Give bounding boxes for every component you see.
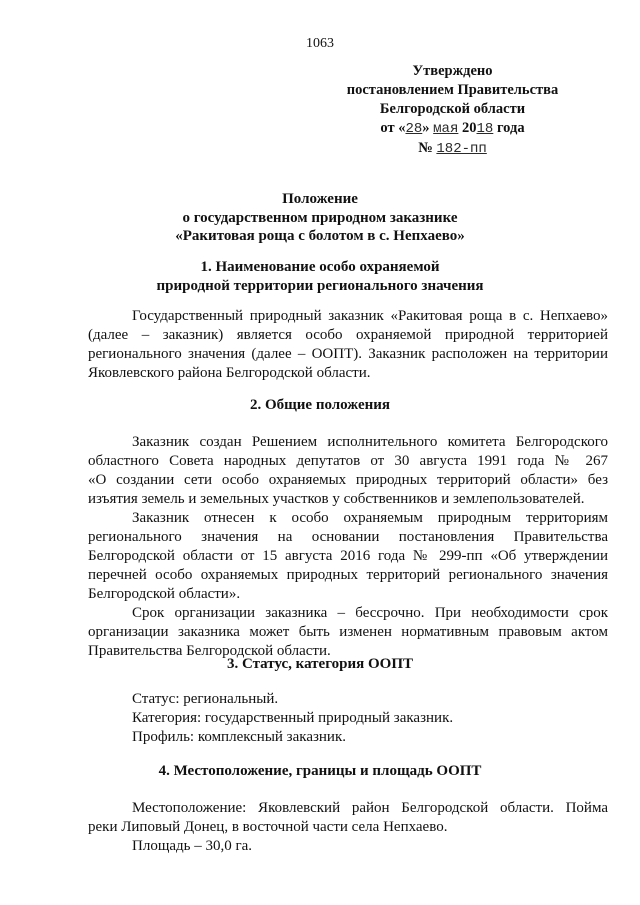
- paragraph-line: Правительства Белгородской области.: [88, 643, 331, 659]
- section-2-paragraph-2: [88, 509, 608, 604]
- paragraph-line: регионального значения (далее – ООПТ). Заказник расположен на территории: [88, 346, 608, 362]
- list-item: Статус: региональный.: [132, 691, 279, 707]
- approval-date: [330, 119, 575, 139]
- paragraph-line: Заказник отнесен к особо охраняемым природным территориям: [132, 510, 608, 526]
- page-number: 1063: [306, 36, 334, 51]
- date-suffix: года: [496, 120, 525, 136]
- date-mid: »: [422, 120, 430, 136]
- paragraph-line: изъятия земель и земельных участков у собственников и землепользователей.: [88, 491, 585, 507]
- title-line-2: о государственном природном заказнике: [182, 209, 458, 226]
- approval-line-3: Белгородской области: [379, 101, 526, 117]
- approval-line-1: Утверждено: [412, 63, 493, 79]
- section-4-heading: [0, 762, 640, 781]
- section-1-heading: [0, 258, 640, 295]
- date-month: мая: [433, 121, 459, 137]
- approval-line-2: постановлением Правительства: [346, 82, 559, 98]
- section-1-heading-line-2: природной территории регионального значения: [156, 277, 484, 294]
- number-value: 182-пп: [436, 141, 487, 157]
- title-line-3: «Ракитовая роща с болотом в с. Непхаево»: [175, 228, 465, 244]
- paragraph-line: перечней особо охраняемых природных территорий регионального значения: [88, 567, 608, 583]
- section-4-paragraph: [88, 799, 608, 837]
- section-4-area: [132, 837, 252, 856]
- section-3-heading: [0, 655, 640, 674]
- paragraph-line: Яковлевского района Белгородской области.: [88, 365, 371, 381]
- section-2-paragraph-3: [88, 604, 608, 661]
- paragraph-line: (далее – заказник) является особо охраняемой природной территорией: [88, 327, 608, 343]
- list-item: Категория: государственный природный заказник.: [132, 710, 454, 726]
- date-day: 28: [405, 121, 423, 137]
- section-1-paragraph: [88, 307, 608, 383]
- approval-number: [330, 139, 575, 159]
- date-year-prefix: 20: [462, 120, 477, 136]
- number-prefix: №: [418, 140, 433, 156]
- paragraph-line: Государственный природный заказник «Ракитовая роща в с. Непхаево»: [132, 308, 608, 324]
- section-2-heading: [0, 396, 640, 415]
- paragraph-line: Заказник создан Решением исполнительного комитета Белгородского: [132, 434, 608, 450]
- section-2-heading-line-1: 2. Общие положения: [249, 397, 391, 413]
- paragraph-line: Срок организации заказника – бессрочно. При необходимости срок: [132, 605, 608, 621]
- paragraph-line: «О создании сети особо охраняемых природных территорий области» без: [88, 472, 608, 488]
- approval-stamp: [330, 62, 575, 159]
- section-1-heading-line-1: 1. Наименование особо охраняемой: [200, 259, 440, 275]
- list-item: Профиль: комплексный заказник.: [132, 729, 346, 745]
- document-title: [0, 190, 640, 246]
- section-3-heading-line-1: 3. Статус, категория ООПТ: [226, 656, 413, 672]
- paragraph-line: реки Липовый Донец, в восточной части села Непхаево.: [88, 819, 448, 835]
- date-prefix: от «: [380, 120, 406, 136]
- title-line-1: Положение: [282, 191, 358, 207]
- paragraph-line: Местоположение: Яковлевский район Белгородской области. Пойма: [132, 800, 608, 816]
- paragraph-line: областного Совета народных депутатов от 30 августа 1991 года № 267: [88, 453, 608, 469]
- date-year-suffix: 18: [476, 121, 494, 137]
- paragraph-line: организации заказника может быть изменен нормативным правовым актом: [88, 624, 608, 640]
- paragraph-line: регионального значения на основании постановления Правительства: [88, 529, 608, 545]
- paragraph-line: Белгородской области от 15 августа 2016 года № 299-пп «Об утверждении: [88, 548, 608, 564]
- section-4-heading-line-1: 4. Местоположение, границы и площадь ООПТ: [158, 763, 482, 779]
- section-3-list: [132, 690, 453, 747]
- area-value: Площадь – 30,0 га.: [132, 838, 253, 854]
- paragraph-line: Белгородской области».: [88, 586, 241, 602]
- section-2-paragraph-1: [88, 433, 608, 509]
